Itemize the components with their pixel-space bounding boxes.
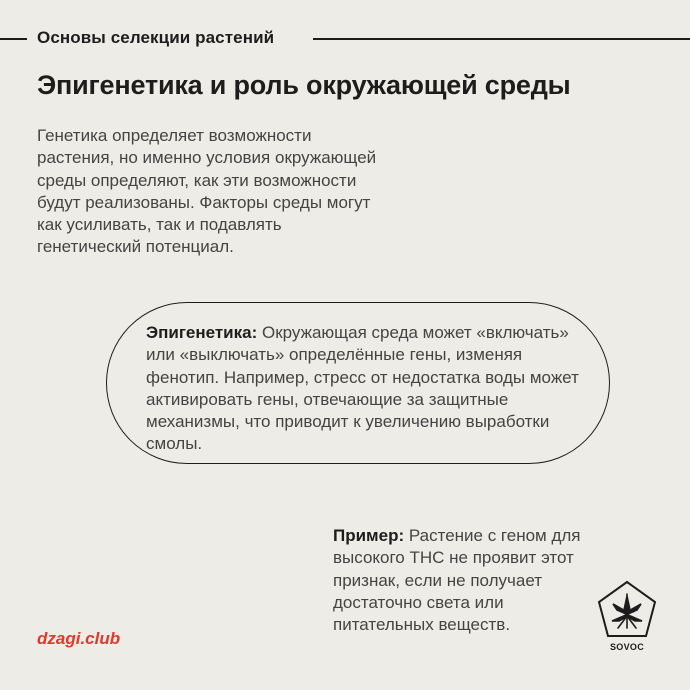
example-body: Растение с геном для высокого THC не проявит этот признак, если не получает достаточно света или питательных веществ. xyxy=(333,526,581,635)
callout-text xyxy=(146,322,586,456)
example-term: Пример: xyxy=(333,526,405,545)
section-kicker: Основы селекции растений xyxy=(37,28,275,47)
header xyxy=(0,28,690,50)
page-title: Эпигенетика и роль окружающей среды xyxy=(37,70,571,100)
example-text xyxy=(333,525,593,636)
site-link[interactable]: dzagi.club xyxy=(37,629,121,648)
header-rule-left xyxy=(0,38,27,40)
header-rule-right xyxy=(313,38,690,40)
cannabis-leaf-badge-icon xyxy=(595,580,659,642)
callout-body: Окружающая среда может «включать» или «выключать» определённые гены, изменяя фенотип. Например, стресс от недостатка воды может активировать гены, отвечающие за защитные механизмы, что приводит к увеличению выработки смолы. xyxy=(146,323,579,454)
intro-paragraph: Генетика определяет возможности растения, но именно условия окружающей среды определяют, как эти возможности будут реализованы. Факторы среды могут как усиливать, так и подавлять генетический потенциал. xyxy=(37,126,377,257)
callout-term: Эпигенетика: xyxy=(146,323,258,342)
logo-text: SOVOC xyxy=(609,642,644,652)
brand-logo xyxy=(595,580,659,658)
